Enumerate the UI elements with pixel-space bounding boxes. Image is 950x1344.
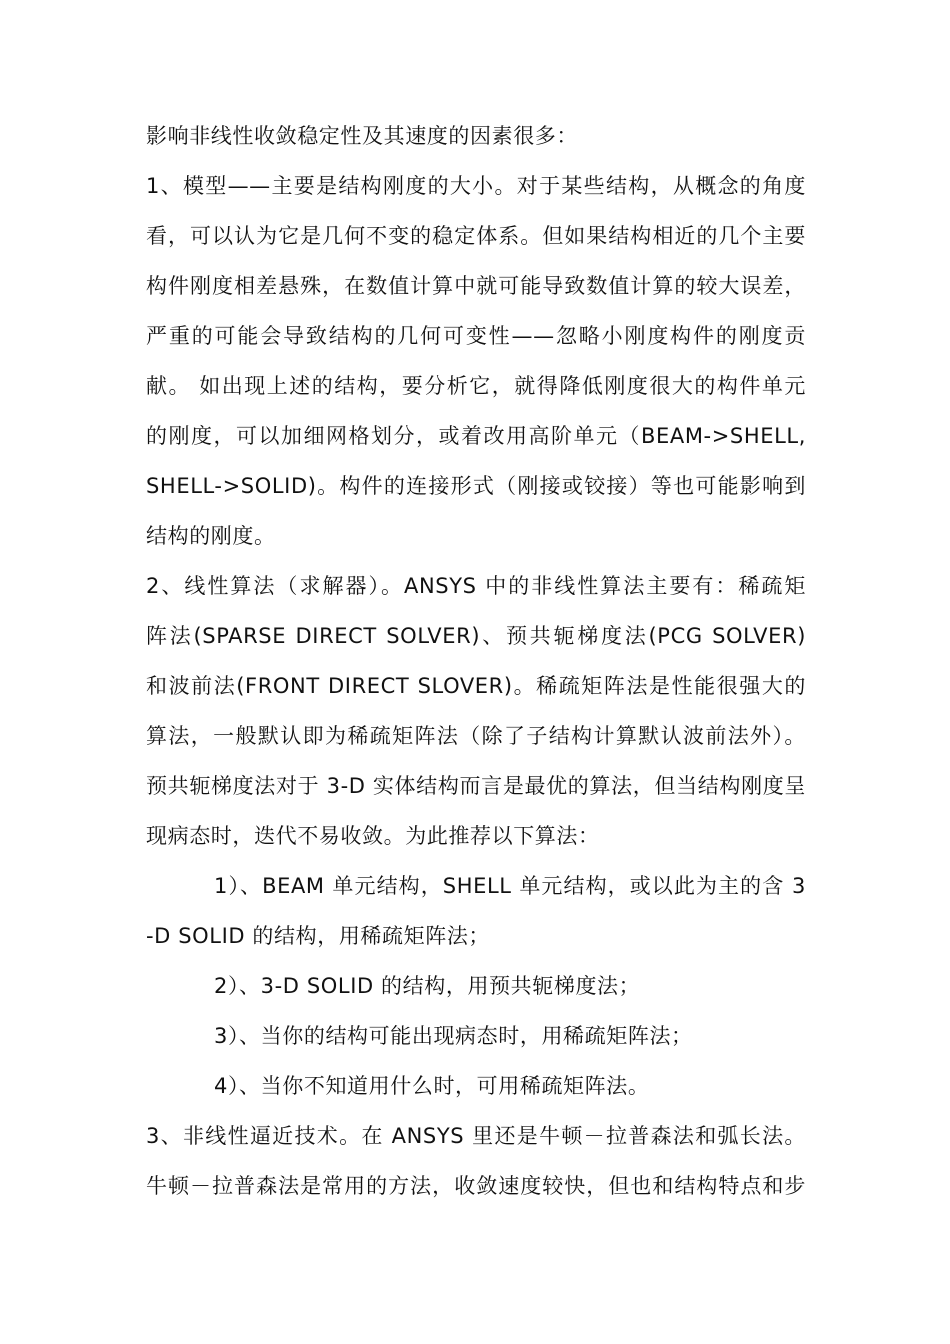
intro-line: 影响非线性收敛稳定性及其速度的因素很多： <box>146 124 578 148</box>
section-1-line-7: SHELL->SOLID)。构件的连接形式（刚接或铰接）等也可能影响到 <box>146 474 806 498</box>
section-1-line-8: 结构的刚度。 <box>146 524 276 548</box>
list-item-2: 2）、3-D SOLID 的结构，用预共轭梯度法； <box>214 974 641 998</box>
section-3-line-2: 牛顿－拉普森法是常用的方法，收敛速度较快，但也和结构特点和步 <box>146 1174 806 1198</box>
section-2-line-3: 和波前法(FRONT DIRECT SLOVER)。稀疏矩阵法是性能很强大的 <box>146 674 806 698</box>
section-2-line-6: 现病态时，迭代不易收敛。为此推荐以下算法： <box>146 824 600 848</box>
list-item-4: 4）、当你不知道用什么时，可用稀疏矩阵法。 <box>214 1074 650 1098</box>
list-item-1-line-2: -D SOLID 的结构，用稀疏矩阵法； <box>146 924 491 948</box>
list-item-3: 3）、当你的结构可能出现病态时，用稀疏矩阵法； <box>214 1024 693 1048</box>
section-2-line-4: 算法，一般默认即为稀疏矩阵法（除了子结构计算默认波前法外）。 <box>146 724 806 748</box>
section-2-line-5: 预共轭梯度法对于 3-D 实体结构而言是最优的算法，但当结构刚度呈 <box>146 774 806 798</box>
section-3-line-1: 3、非线性逼近技术。在 ANSYS 里还是牛顿－拉普森法和弧长法。 <box>146 1124 806 1148</box>
section-2-line-1: 2、线性算法（求解器）。ANSYS 中的非线性算法主要有：稀疏矩 <box>146 574 806 598</box>
section-1-line-5: 献。 如出现上述的结构，要分析它，就得降低刚度很大的构件单元 <box>146 374 806 398</box>
section-1-line-2: 看，可以认为它是几何不变的稳定体系。但如果结构相近的几个主要 <box>146 224 806 248</box>
list-item-1-line-1: 1）、BEAM 单元结构，SHELL 单元结构，或以此为主的含 3 <box>214 874 806 898</box>
section-1-line-3: 构件刚度相差悬殊，在数值计算中就可能导致数值计算的较大误差， <box>146 274 806 298</box>
section-1-line-4: 严重的可能会导致结构的几何可变性——忽略小刚度构件的刚度贡 <box>146 324 806 348</box>
section-2-line-2: 阵法(SPARSE DIRECT SOLVER)、预共轭梯度法(PCG SOLVER) <box>146 624 806 648</box>
section-1-line-1: 1、模型——主要是结构刚度的大小。对于某些结构，从概念的角度 <box>146 174 806 198</box>
section-1-line-6: 的刚度，可以加细网格划分，或着改用高阶单元（BEAM->SHELL, <box>146 424 806 448</box>
